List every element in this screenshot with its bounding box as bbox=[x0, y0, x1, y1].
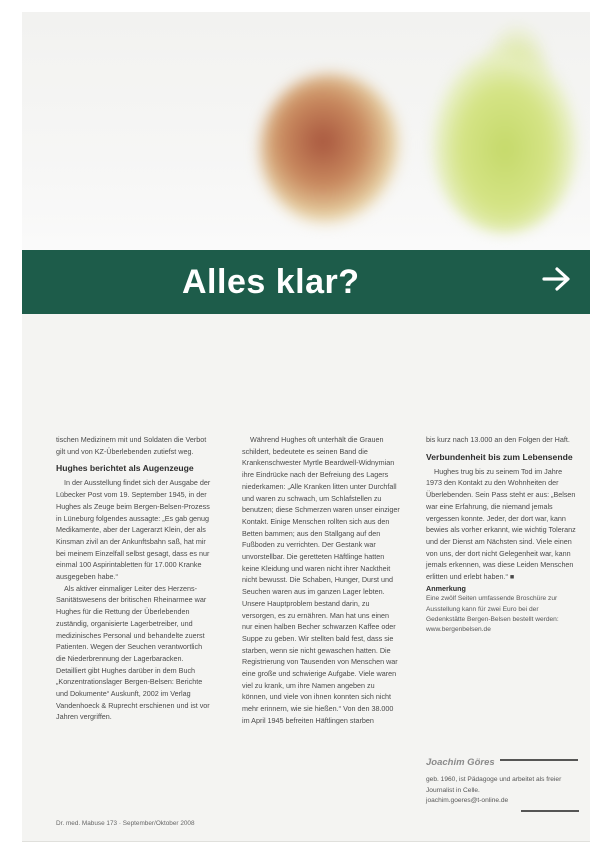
author-email[interactable]: joachim.goeres@t-online.de bbox=[426, 797, 509, 804]
column1-intro: tischen Medizinern mit und Soldaten die Verbot gilt und von KZ-Überlebenden zutiefst weg. bbox=[56, 435, 207, 456]
text-column-1 bbox=[56, 434, 212, 723]
note-text: Eine zwölf Seiten umfassende Broschüre zur Ausstellung kann für zwei Euro bei der Gedenkstätte Bergen-Belsen bestellt werden: www.bergenbelsen.de bbox=[426, 595, 559, 634]
author-name: Joachim Göres bbox=[426, 757, 495, 768]
arrow-right-icon bbox=[540, 264, 574, 294]
header-photo bbox=[22, 12, 590, 250]
column2-paragraph-1: Während Hughes oft unterhält die Grauen schildert, bedeutete es seinen Band die Krankenschwester Myrtle Beardwell-Widnymian ihre Eindrücke nach der Befreiung des Lagers niederkamen: „Alle Kranken litten unter Durchfall und waren zu schwach, um Schlafstellen zu benutzen; diese Schmerzen waren unser einziger Kontakt. Einige Menschen rollten sich aus den Betten bammen; aus den Stallgang auf den Fußboden zu verrichten. Der Gestank war unvorstellbar. Die geretteten Häftlinge hatten keine Kleidung und waren nicht ihrer Nacktheit nicht bewusst. Die Schaben, Hunger, Durst und Seuchen waren aus im ganzen Lager lebten. Unsere Hauptproblem bestand darin, zu versorgen, es zu ernähren. Man hat uns einen nur einen halben Becher schwarzen Kaffee oder Suppe zu geben. Wir stellten bald fest, dass sie starben, wenn sie nicht gewaschen hatten. Die Registrierung von Tausenden von Menschen war eine große und schwierige Aufgabe. Viele waren viel zu krank, um ihre Namen angeben zu können, und viele von ihnen konnten sich nicht mehr erinnern, wie sie hießen.“ Von den 38.000 im April 1945 befreiten Häftlingen starben bbox=[242, 435, 400, 725]
column1-paragraph-1: In der Ausstellung findet sich der Ausgabe der Lübecker Post vom 19. September 1945, in der Hughes als Zeuge beim Bergen-Belsen-Prozess in Lüneburg folgendes aussagte: „Es gab genug Medikamente, aber der Lagerarzt Klein, der als Kinsman zivil an der Ankunftsbahn saß, hat mir bei meinem Einzelfall selbst gesagt, dass es nur einmal 100 Aspirintabletten für 17.000 Kranke ausgegeben habe.“ bbox=[56, 478, 211, 582]
text-column-2 bbox=[242, 434, 400, 727]
column3-heading: Verbundenheit bis zum Lebensende bbox=[426, 451, 573, 462]
magazine-page bbox=[22, 12, 590, 842]
green-pear-image bbox=[430, 47, 580, 233]
article-title: Alles klar? bbox=[182, 263, 360, 301]
author-divider bbox=[500, 759, 578, 761]
red-apple-image bbox=[260, 74, 400, 224]
text-column-3 bbox=[426, 434, 578, 635]
bottom-rule bbox=[22, 841, 590, 842]
column1-paragraph-2: Als aktiver einmaliger Leiter des Herzens-Sanitätswesens der britischen Rheinarmee war Hughes für die Rettung der Überlebenden zuständig, organisierte Lagerbetreiber, und medizinisches Personal und behandelte zuerst Patienten. Wegen der Seuchen verantwortlich die Niederbrennung der Lagerbaracken. Detailliert gibt Hughes darüber in dem Buch „Konzentrationslager Bergen-Belsen: Berichte und Dokumente“ Auskunft, 2002 im Verlag Vandenhoeck & Ruprecht erschienen und ist vor Jahren vergriffen. bbox=[56, 583, 210, 722]
column1-heading: Hughes berichtet als Augenzeuge bbox=[56, 463, 194, 474]
page-footer: Dr. med. Mabuse 173 · September/Oktober 2008 bbox=[56, 820, 195, 827]
title-banner bbox=[22, 250, 590, 314]
column3-paragraph-1: bis kurz nach 13.000 an den Folgen der Haft. bbox=[426, 435, 570, 444]
author-box bbox=[426, 752, 580, 807]
author-bio: geb. 1960, ist Pädagoge und arbeitet als freier Journalist in Celle. bbox=[426, 776, 562, 794]
column3-paragraph-2: Hughes trug bis zu seinem Tod im Jahre 1973 den Kontakt zu den Wohnheiten der Überlebenden. Sein Pass steht er aus: „Belsen war eine Erfahrung, die niemand jemals vergessen konnte. Jeder, der dort war, kann bewies als vorher erkannt, wie wichtig Toleranz und der Dienst am Nächsten sind. Viele einen von uns, der dort nicht Gelegenheit war, kann jemals erkennen, was diese Leiden Menschen erlitten und erlebt haben.“ ■ bbox=[426, 466, 576, 582]
author-bio-divider bbox=[521, 810, 579, 812]
note-title: Anmerkung bbox=[426, 583, 466, 593]
author-bio-block bbox=[426, 775, 580, 807]
